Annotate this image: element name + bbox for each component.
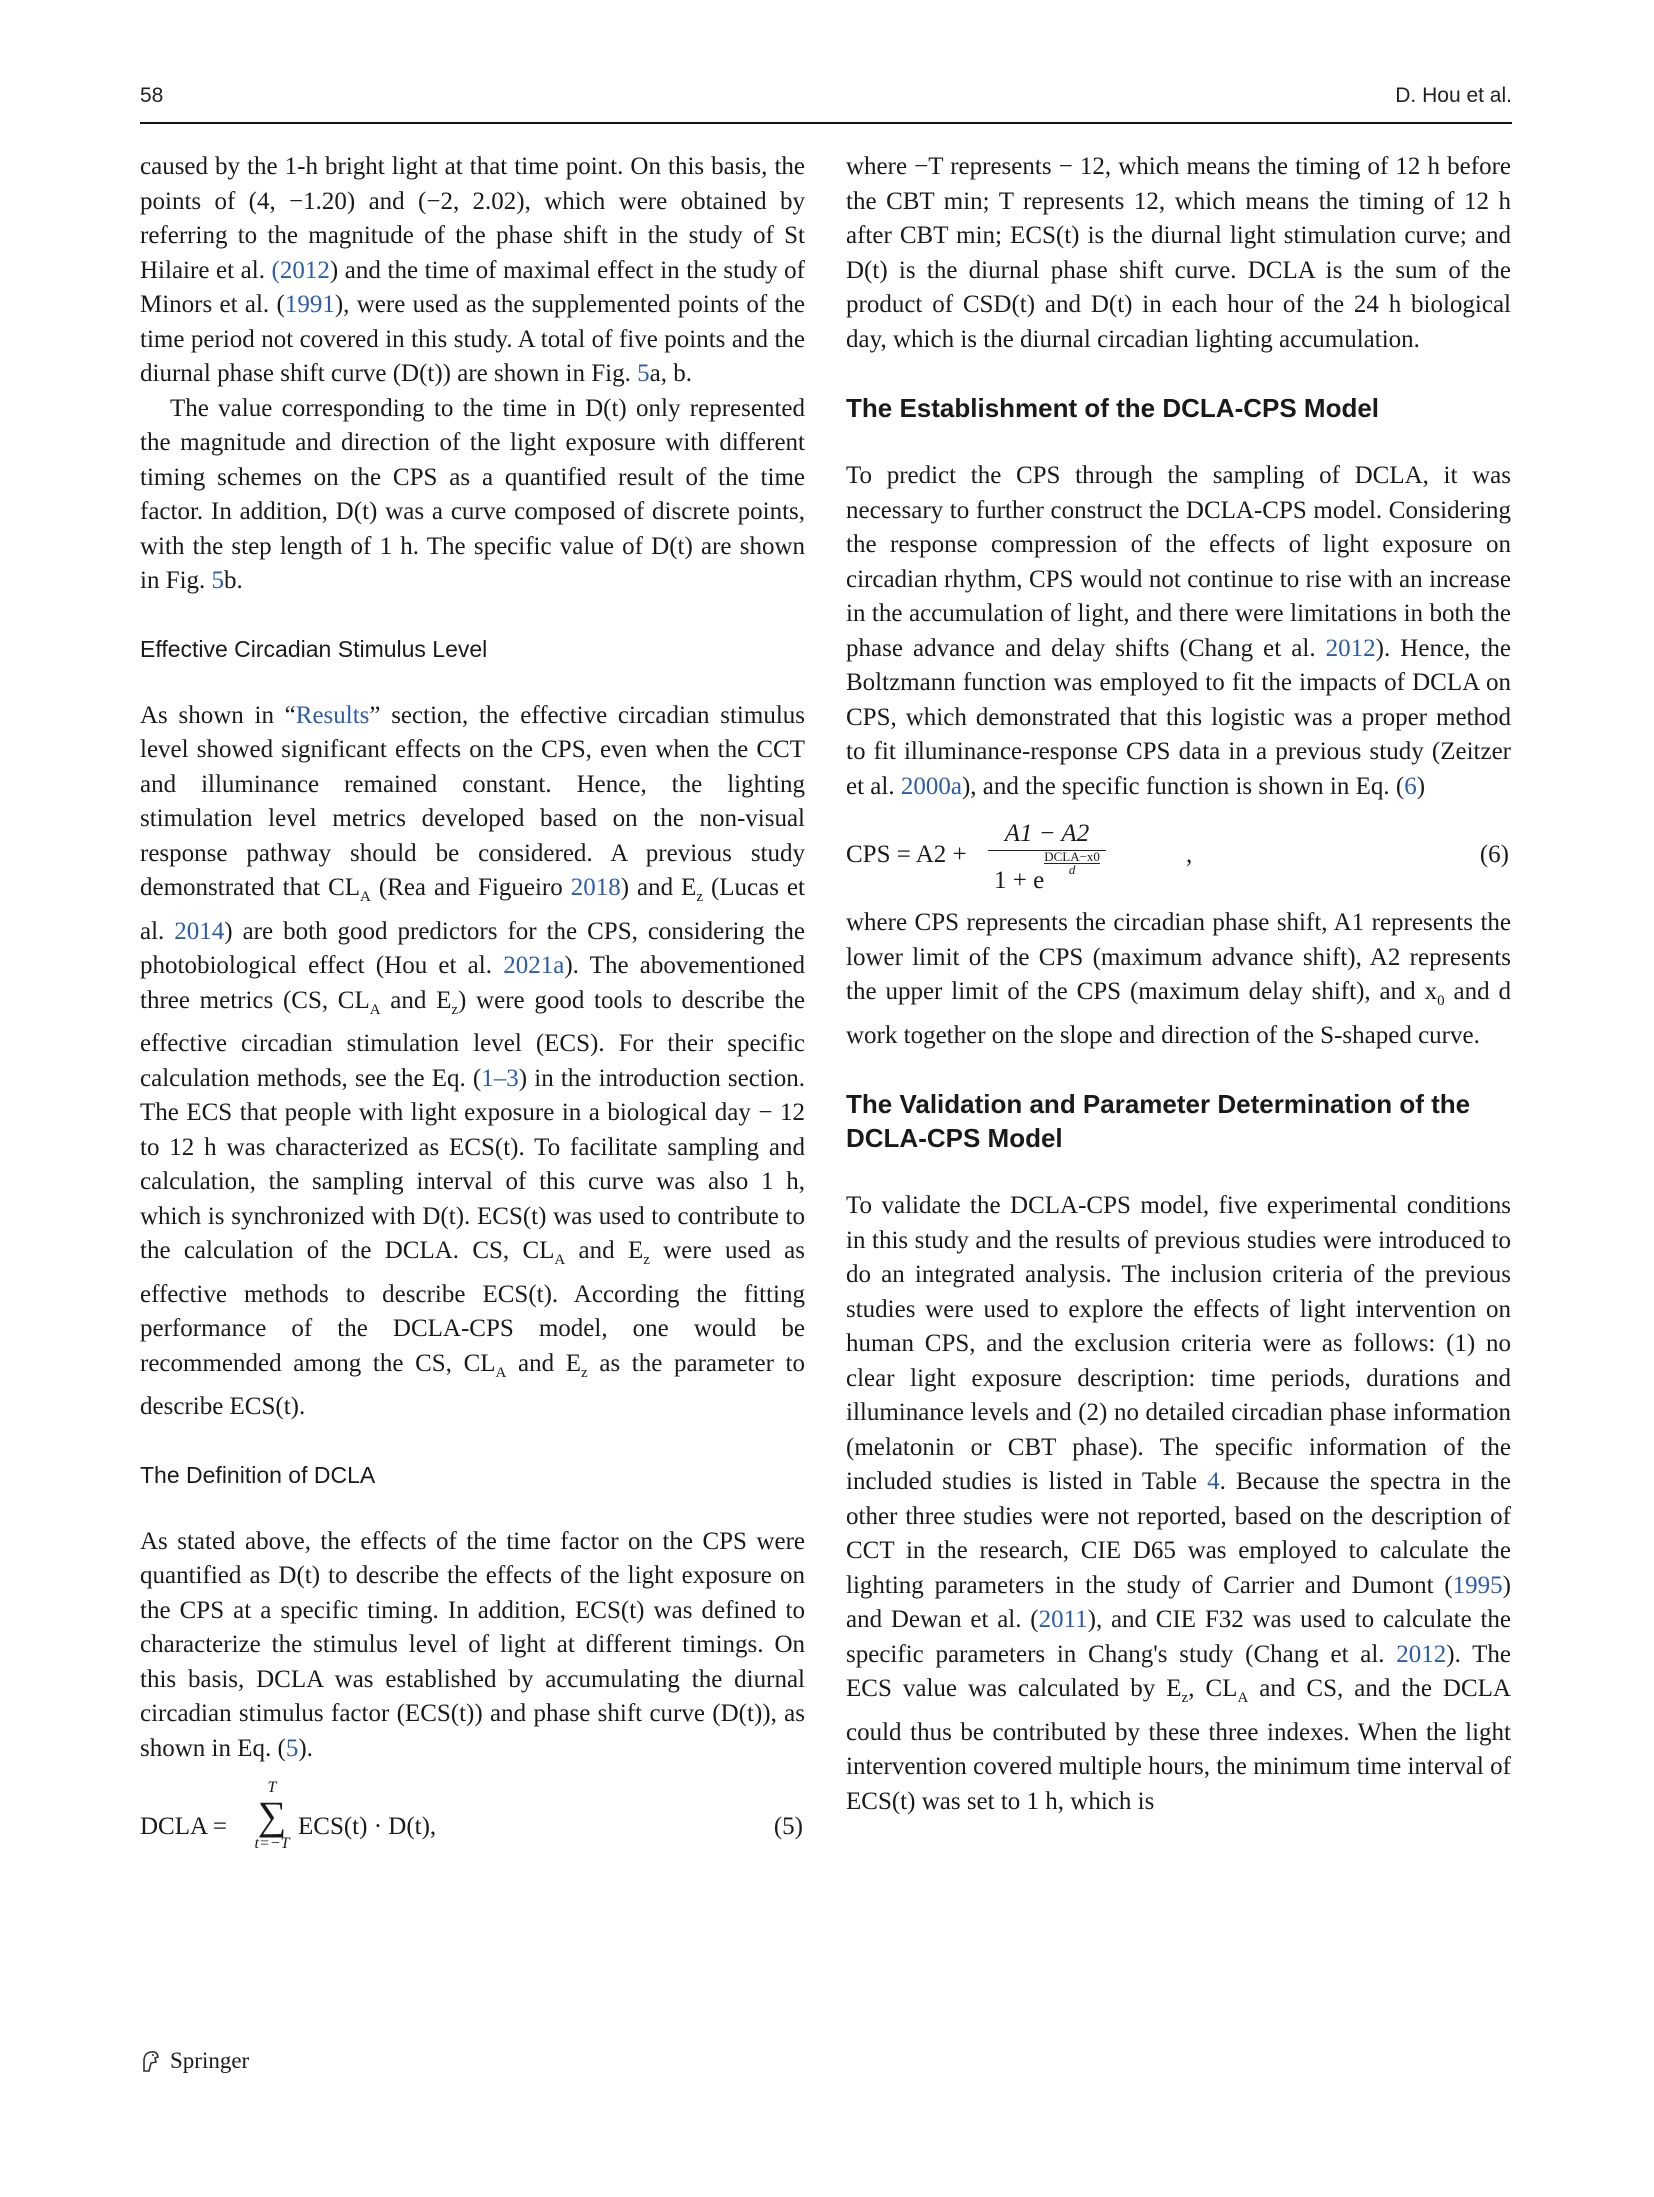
equation-6: CPS = A2 + A1 − A2 1 + e $^{DCLA-x0 d}$ , (6): [846, 820, 1509, 894]
citation-link[interactable]: 1995: [1452, 1571, 1503, 1599]
section-link[interactable]: Results: [295, 701, 370, 729]
header-rule: [140, 122, 1512, 124]
citation-link[interactable]: 2012: [1396, 1640, 1447, 1668]
citation-link[interactable]: 2021a: [503, 952, 565, 979]
citation-link[interactable]: 2000a: [900, 772, 962, 800]
equation-number: (5): [773, 1813, 803, 1840]
subsection-heading: Effective Circadian Stimulus Level: [140, 635, 488, 662]
equation-link[interactable]: 1–3: [481, 1064, 519, 1092]
publisher-name: Springer: [170, 2048, 250, 2073]
left-column: [140, 150, 805, 1876]
section-heading: The Validation and Parameter Determination of the DCLA-CPS Model: [846, 1089, 1471, 1153]
citation-link[interactable]: 2011: [1038, 1606, 1088, 1633]
subsection-heading: The Definition of DCLA: [140, 1461, 376, 1488]
citation-link[interactable]: (: [271, 256, 280, 284]
equation-number: (6): [1479, 841, 1509, 868]
paragraph: caused by the 1-h bright light at that time point. On this basis, the points of (4, −1.20) and (−2, 2.02), which were obtained by referring to the magnitude of the phase shift in the study of St Hilaire et al. (2012) and the time of maximal effect in the study of Minors et al. (1991), were used as the supplemented points of the time period not covered in this study. A total of five points and the diurnal phase shift curve (D(t)) are shown in Fig. 5a, b.: [140, 153, 805, 387]
paragraph: To validate the DCLA-CPS model, five experimental conditions in this study and the results of previous studies were introduced to do an integrated analysis. The inclusion criteria of the previous studies were used to explore the effects of light intervention on human CPS, and the exclusion criteria were as follows: (1) no clear light exposure description: time periods, durations and illuminance levels and (2) no detailed circadian phase information (melatonin or CBT phase). The specific information of the included studies is listed in Table 4. Because the spectra in the other three studies were not reported, based on the description of CCT in the research, CIE D65 was employed to calculate the lighting parameters in the study of Carrier and Dumont (1995) and Dewan et al. (2011), and CIE F32 was used to calculate the specific parameters in Chang's study (Chang et al. 2012). The ECS value was calculated by $E_z$, $CL_A$ and CS, and the DCLA could thus be contributed by these three indexes. When the light intervention covered multiple hours, the minimum time interval of ECS(t) was set to 1 h, which is: [846, 1192, 1512, 1815]
citation-link[interactable]: 2014: [174, 917, 225, 945]
paragraph: As shown in “Results” section, the effective circadian stimulus level showed significant effects on the CPS, even when the CCT and illuminance remained constant. Hence, the lighting stimulation level metrics developed based on the non-visual response pathway should be considered. A previous study demonstrated that $CL_A$ (Rea and Figueiro 2018) and $E_z$ (Lucas et al. 2014) are both good predictors for the CPS, considering the photobiological effect (Hou et al. 2021a). The abovementioned three metrics (CS, $CL_A$ and $E_z$) were good tools to describe the effective circadian stimulation level (ECS). For their specific calculation methods, see the Eq. (1–3) in the introduction section. The ECS that people with light exposure in a biological day − 12 to 12 h was characterized as ECS(t). To facilitate sampling and calculation, the sampling interval of this curve was also 1 h, which is synchronized with D(t). ECS(t) was used to contribute to the calculation of the DCLA. CS, $CL_A$ and $E_z$ were used as effective methods to describe ECS(t). According the fitting performance of the DCLA-CPS model, one would be recommended among the CS, $CL_A$ and $E_z$ as the parameter to describe ECS(t).: [140, 701, 806, 1420]
table-link[interactable]: 4: [1207, 1468, 1220, 1495]
springer-horse-icon: [140, 2049, 162, 2073]
running-head-authors: D. Hou et al.: [1395, 84, 1512, 107]
citation-link[interactable]: 2012: [1325, 634, 1376, 662]
paragraph: As stated above, the effects of the time factor on the CPS were quantified as D(t) to describe the effects of the light exposure on the CPS at a specific timing. In addition, ECS(t) was defined to characterize the stimulus level of light at different timings. On this basis, DCLA was established by accumulating the diurnal circadian stimulus factor (ECS(t)) and phase shift curve (D(t)), as shown in Eq. (5).: [140, 1527, 805, 1762]
citation-link[interactable]: 2012: [279, 256, 330, 284]
figure-link[interactable]: 5: [211, 567, 225, 594]
paragraph: where CPS represents the circadian phase shift, A1 represents the lower limit of the CPS (maximum advance shift), A2 represents the upper limit of the CPS (maximum delay shift), and $x_0$ and d work together on the slope and direction of the S-shaped curve.: [846, 909, 1511, 1049]
paragraph: To predict the CPS through the sampling of DCLA, it was necessary to further construct the DCLA-CPS model. Considering the response compression of the effects of light exposure on circadian rhythm, CPS would not continue to rise with an increase in the accumulation of light, and there were limitations in both the phase advance and delay shifts (Chang et al. 2012). Hence, the Boltzmann function was employed to fit the impacts of DCLA on CPS, which demonstrated that this logistic was a proper method to fit illuminance-response CPS data in a previous study (Zeitzer et al. 2000a), and the specific function is shown in Eq. (6): [846, 462, 1511, 800]
citation-link[interactable]: 1991: [284, 291, 335, 318]
publisher-footer: [140, 2048, 249, 2074]
equation-link[interactable]: 6: [1404, 772, 1417, 800]
equation-5: DCLA = T ∑ t=−T ECS(t) · D(t), (5): [140, 1779, 803, 1852]
figure-link[interactable]: 5: [637, 360, 650, 387]
section-heading: The Establishment of the DCLA-CPS Model: [846, 393, 1380, 423]
paragraph: The value corresponding to the time in D(t) only represented the magnitude and direction of the light exposure with different timing schemes on the CPS as a quantified result of the time factor. In addition, D(t) was a curve composed of discrete points, with the step length of 1 h. The specific value of D(t) are shown in Fig. 5b.: [140, 394, 805, 594]
right-column: [846, 150, 1511, 1819]
equation-link[interactable]: 5: [285, 1734, 299, 1762]
paragraph: where −T represents − 12, which means the timing of 12 h before the CBT min; T represents 12, which means the timing of 12 h after CBT min; ECS(t) is the diurnal light stimulation curve; and D(t) is the diurnal phase shift curve. DCLA is the sum of the product of CSD(t) and D(t) in each hour of the 24 h biological day, which is the diurnal circadian lighting accumulation.: [846, 153, 1511, 353]
citation-link[interactable]: 2018: [570, 874, 621, 901]
page-number: 58: [140, 84, 164, 107]
